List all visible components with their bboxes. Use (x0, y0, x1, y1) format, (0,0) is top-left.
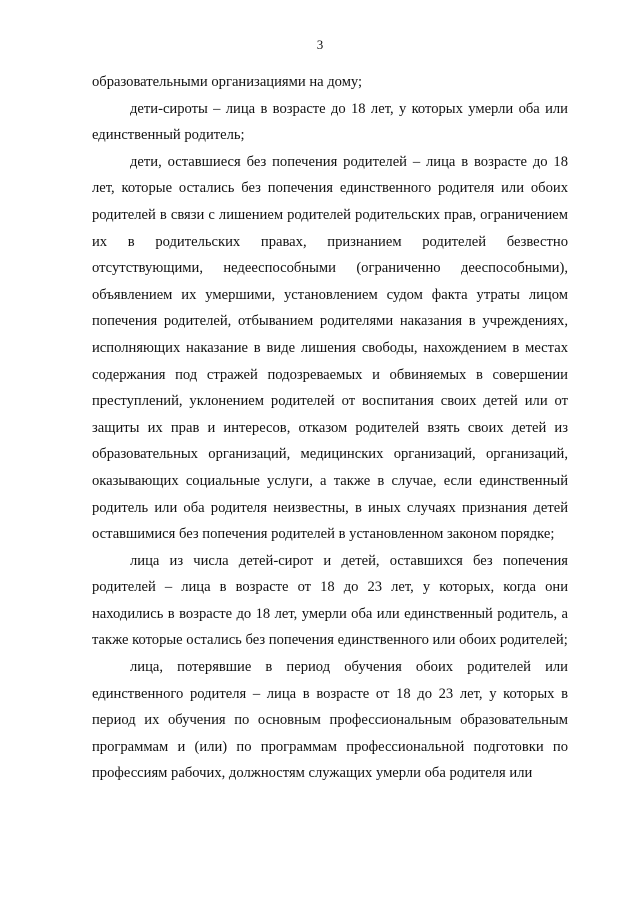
paragraph-persons-from-orphans-definition: лица из числа детей-сирот и детей, оставшихся без попечения родителей – лица в возрасте от 18 до 23 лет, у которых, когда они находились в возрасте до 18 лет, умерли оба или единственный родитель, а также которые остались без попечения единственного или обоих родителей; (92, 552, 568, 649)
paragraph-lost-parents-during-study-definition: лица, потерявшие в период обучения обоих родителей или единственного родителя – лица в возрасте от 18 до 23 лет, у которых в период их обучения по основным профессиональным образовательным программам и (или) по программам профессиональной подготовки по профессиям рабочих, должностям служащих умерли оба родителя или (92, 659, 568, 782)
document-body (92, 69, 568, 787)
page-number: 3 (316, 37, 324, 52)
paragraph-orphans-definition: дети-сироты – лица в возрасте до 18 лет, у которых умерли оба или единственный родитель; (92, 100, 568, 144)
paragraph-children-without-care-definition: дети, оставшиеся без попечения родителей – лица в возрасте до 18 лет, которые остались без попечения единственного родителя или обоих родителей в связи с лишением родителей родительских прав, ограничением их в родительских правах, признанием родителей безвестно отсутствующими, недееспособными (ограниченно дееспособными), объявлением их умершими, установлением судом факта утраты лицом попечения родителей, отбыванием родителями наказания в учреждениях, исполняющих наказание в виде лишения свободы, нахождением в местах содержания под стражей подозреваемых и обвиняемых в совершении преступлений, уклонением родителей от воспитания своих детей или от защиты их прав и интересов, отказом родителей взять своих детей из образовательных организаций, медицинских организаций, организаций, оказывающих социальные услуги, а также в случае, если единственный родитель или оба родителя неизвестны, в иных случаях признания детей оставшимися без попечения родителей в установленном законом порядке; (92, 153, 568, 543)
paragraph-continuation: образовательными организациями на дому; (92, 74, 363, 90)
